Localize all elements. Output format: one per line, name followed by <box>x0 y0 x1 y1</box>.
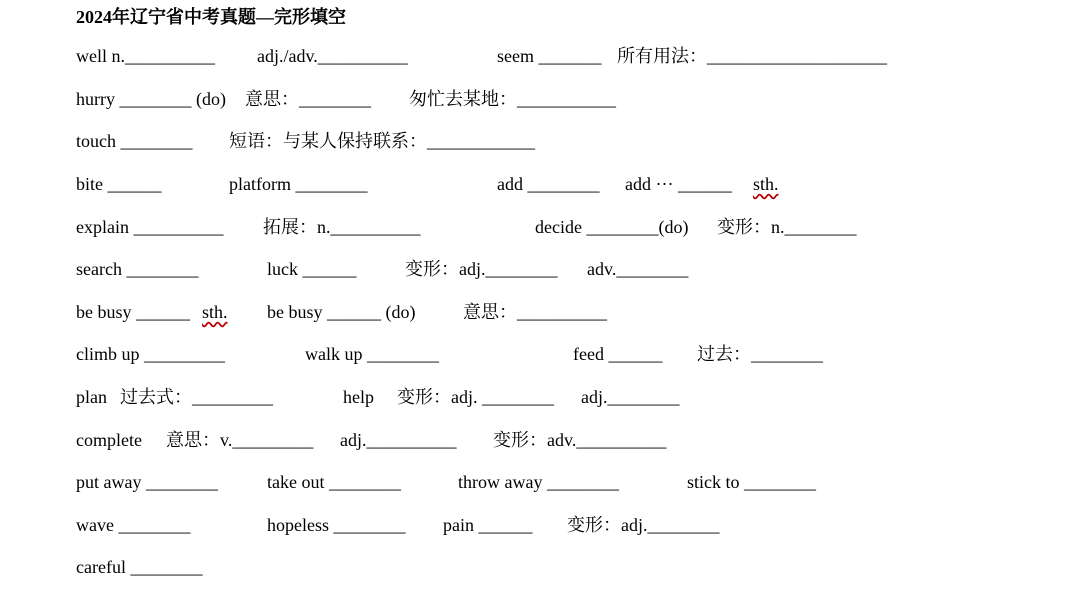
row-item: 所有用法：____________________ <box>617 46 887 66</box>
row-item: 短语：与某人保持联系：____________ <box>229 131 535 151</box>
row-item: adj.________ <box>581 387 680 407</box>
row-item: 变形：adj.________ <box>405 259 558 279</box>
exercise-row <box>0 553 1080 581</box>
row-item: climb up _________ <box>76 344 225 364</box>
row-item: be busy ______ (do) <box>267 302 416 322</box>
exercise-row <box>0 468 1080 496</box>
row-item: 变形：n.________ <box>717 217 857 237</box>
row-item: take out ________ <box>267 472 401 492</box>
row-item: 过去：________ <box>697 344 823 364</box>
row-item: adj./adv.__________ <box>257 46 408 66</box>
row-item: 变形：adj.________ <box>567 515 720 535</box>
row-item: wave ________ <box>76 515 191 535</box>
exercise-row <box>0 255 1080 283</box>
exercise-row <box>0 127 1080 155</box>
row-item: adv.________ <box>587 259 689 279</box>
row-item: decide ________(do) <box>535 217 689 237</box>
row-item: stick to ________ <box>687 472 816 492</box>
row-item: bite ______ <box>76 174 162 194</box>
row-item: search ________ <box>76 259 199 279</box>
row-item: luck ______ <box>267 259 357 279</box>
row-item: 变形：adv.__________ <box>493 430 667 450</box>
row-item: walk up ________ <box>305 344 439 364</box>
row-item: throw away ________ <box>458 472 619 492</box>
row-item: be busy ______ <box>76 302 190 322</box>
row-item: feed ______ <box>573 344 663 364</box>
exercise-row <box>0 340 1080 368</box>
row-item: 意思：__________ <box>463 302 607 322</box>
exercise-row <box>0 170 1080 198</box>
row-item: sth. <box>753 174 779 194</box>
page-title: 2024年辽宁省中考真题—完形填空 <box>76 7 346 27</box>
row-item: touch ________ <box>76 131 193 151</box>
row-item: adj.__________ <box>340 430 457 450</box>
row-item: plan <box>76 387 107 407</box>
row-item: explain __________ <box>76 217 224 237</box>
row-item: 拓展：n.__________ <box>263 217 421 237</box>
row-item: 意思：v._________ <box>166 430 314 450</box>
row-item: careful ________ <box>76 557 203 577</box>
exercise-row <box>0 85 1080 113</box>
row-item: complete <box>76 430 142 450</box>
exercise-row <box>0 298 1080 326</box>
exercise-row <box>0 511 1080 539</box>
row-item: platform ________ <box>229 174 368 194</box>
row-item: sth. <box>202 302 228 322</box>
row-item: pain ______ <box>443 515 533 535</box>
row-item: hurry ________ (do) <box>76 89 226 109</box>
exercise-row <box>0 383 1080 411</box>
exercise-row <box>0 42 1080 70</box>
row-item: 意思：________ <box>245 89 371 109</box>
row-item: 匆忙去某地：___________ <box>409 89 616 109</box>
exercise-row <box>0 426 1080 454</box>
row-item: seem _______ <box>497 46 602 66</box>
exercise-row <box>0 213 1080 241</box>
row-item: 变形：adj. ________ <box>397 387 554 407</box>
row-item: put away ________ <box>76 472 218 492</box>
row-item: well n.__________ <box>76 46 215 66</box>
row-item: add ··· ______ <box>625 174 732 194</box>
row-item: hopeless ________ <box>267 515 406 535</box>
row-item: add ________ <box>497 174 600 194</box>
row-item: help <box>343 387 374 407</box>
row-item: 过去式：_________ <box>120 387 273 407</box>
